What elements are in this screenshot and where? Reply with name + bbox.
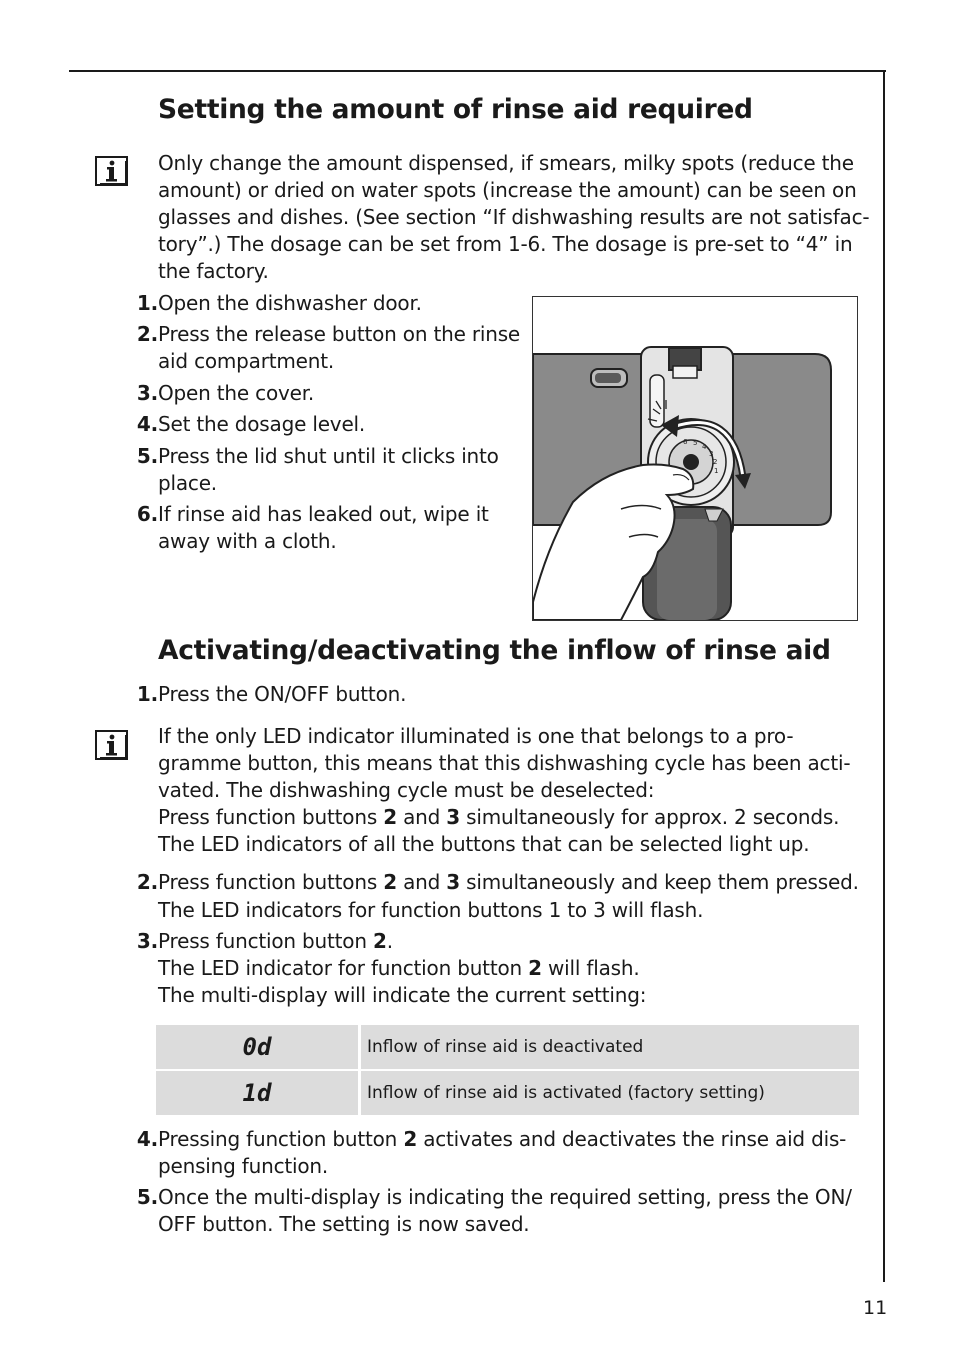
dial-number: 5 xyxy=(693,439,698,447)
step-number: 3. xyxy=(136,381,158,405)
page-number: 11 xyxy=(863,1297,888,1319)
info-icon xyxy=(95,730,128,760)
table-row xyxy=(156,1025,859,1069)
step-number: 2. xyxy=(136,870,158,894)
step-text: Press the release button on the rinse xyxy=(158,322,521,346)
step-6 xyxy=(110,501,489,528)
step-text: Press the ON/OFF button. xyxy=(158,682,407,706)
dial-number: 4 xyxy=(702,443,707,451)
s2-step-1 xyxy=(110,681,407,708)
step-number: 5. xyxy=(136,1185,158,1209)
step-number: 1. xyxy=(136,291,158,315)
step-number: 2. xyxy=(136,322,158,346)
dial-number: 3 xyxy=(709,450,714,458)
dial-number: 2 xyxy=(713,458,718,466)
setting-description: Inflow of rinse aid is deactivated xyxy=(361,1025,859,1069)
step-text: Press function button 2. xyxy=(158,929,393,953)
setting-description: Inflow of rinse aid is activated (factory setting) xyxy=(361,1071,859,1115)
multi-display-value: 0d xyxy=(156,1025,358,1069)
step-number: 4. xyxy=(136,412,158,436)
step-6-continued: away with a cloth. xyxy=(158,529,337,553)
step-5-continued: place. xyxy=(158,471,217,495)
step-number: 4. xyxy=(136,1127,158,1151)
s2-step-5-continued: OFF button. The setting is now saved. xyxy=(158,1212,530,1236)
step-text: Once the multi-display is indicating the required setting, press the ON/ xyxy=(158,1185,852,1209)
s2-step-4-continued: pensing function. xyxy=(158,1154,329,1178)
dispenser-drawing xyxy=(533,297,857,620)
step-text: Press the lid shut until it clicks into xyxy=(158,444,499,468)
s2-step-2-continued: The LED indicators for function buttons 1 to 3 will flash. xyxy=(158,898,704,922)
section-title-rinse-aid-inflow: Activating/deactivating the inflow of rinse aid xyxy=(158,635,831,666)
table-row xyxy=(156,1071,859,1115)
s2-step-3-continued: The multi-display will indicate the current setting: xyxy=(158,983,647,1007)
info-text-line: amount) or dried on water spots (increase the amount) can be seen on xyxy=(158,178,857,202)
step-text: Open the cover. xyxy=(158,381,315,405)
info-text-line: Only change the amount dispensed, if smears, milky spots (reduce the xyxy=(158,151,854,175)
s2-step-3 xyxy=(110,928,393,955)
info-text-line: Press function buttons 2 and 3 simultaneously for approx. 2 seconds. xyxy=(158,805,840,829)
step-1 xyxy=(110,290,422,317)
s2-step-4 xyxy=(110,1126,847,1153)
dial-number: 1 xyxy=(714,467,719,475)
top-rule xyxy=(69,70,886,72)
s2-step-5 xyxy=(110,1184,852,1211)
info-text-line: glasses and dishes. (See section “If dishwashing results are not satisfac- xyxy=(158,205,870,229)
step-text: Set the dosage level. xyxy=(158,412,366,436)
step-text: Pressing function button 2 activates and deactivates the rinse aid dis- xyxy=(158,1127,847,1151)
step-number: 1. xyxy=(136,682,158,706)
side-rule xyxy=(883,70,885,1282)
section-title-rinse-aid-amount: Setting the amount of rinse aid required xyxy=(158,94,753,125)
step-3 xyxy=(110,380,315,407)
info-text-line: If the only LED indicator illuminated is one that belongs to a pro- xyxy=(158,724,794,748)
info-text-line: gramme button, this means that this dishwashing cycle has been acti- xyxy=(158,751,851,775)
info-text-line: the factory. xyxy=(158,259,269,283)
step-text: Open the dishwasher door. xyxy=(158,291,422,315)
step-text: If rinse aid has leaked out, wipe it xyxy=(158,502,489,526)
step-5 xyxy=(110,443,499,470)
info-text-line: tory”.) The dosage can be set from 1-6. The dosage is pre-set to “4” in xyxy=(158,232,853,256)
s2-step-3-continued: The LED indicator for function button 2 will flash. xyxy=(158,956,640,980)
s2-step-2 xyxy=(110,869,859,896)
step-2-continued: aid compartment. xyxy=(158,349,335,373)
step-number: 6. xyxy=(136,502,158,526)
info-icon xyxy=(95,156,128,186)
rinse-aid-dispenser-illustration xyxy=(532,296,858,621)
step-number: 5. xyxy=(136,444,158,468)
step-4 xyxy=(110,411,366,438)
step-2 xyxy=(110,321,521,348)
dial-number: 6 xyxy=(683,438,688,446)
step-text: Press function buttons 2 and 3 simultaneously and keep them pressed. xyxy=(158,870,859,894)
info-text-line: The LED indicators of all the buttons that can be selected light up. xyxy=(158,832,810,856)
info-text-line: vated. The dishwashing cycle must be deselected: xyxy=(158,778,655,802)
step-number: 3. xyxy=(136,929,158,953)
multi-display-value: 1d xyxy=(156,1071,358,1115)
